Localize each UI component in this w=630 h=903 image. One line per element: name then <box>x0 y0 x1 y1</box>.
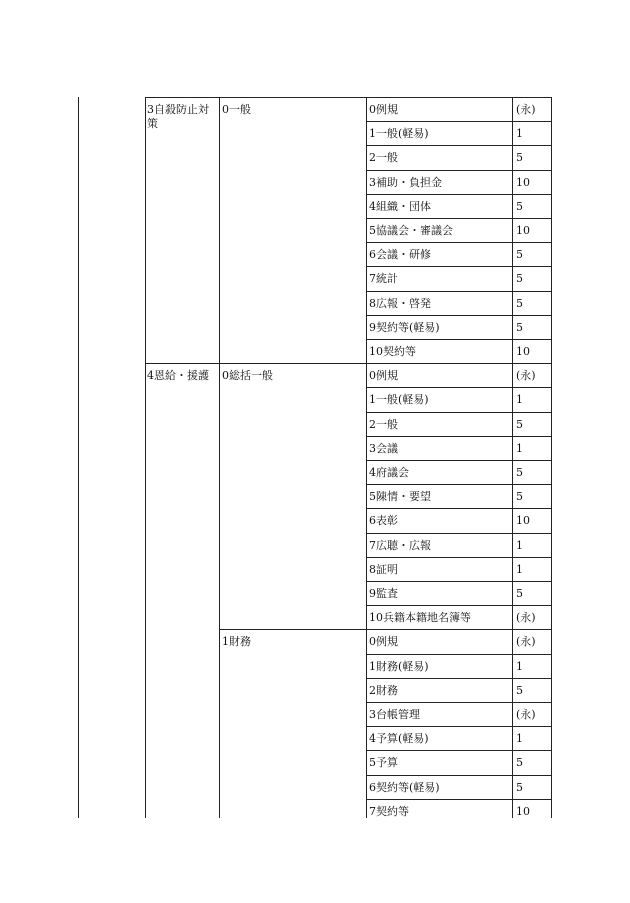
item-label: 7契約等 <box>369 804 409 818</box>
item-label: 6表彰 <box>369 514 398 528</box>
retention-period: (永) <box>516 103 536 116</box>
item-label: 5予算 <box>369 756 398 770</box>
row-separator <box>366 387 552 388</box>
subsection-separator <box>219 629 552 630</box>
item-label: 6契約等(軽易) <box>369 780 440 794</box>
row-separator <box>366 605 552 606</box>
retention-period: 5 <box>516 466 523 479</box>
retention-period: 10 <box>516 514 530 528</box>
item-label: 3補助・負担金 <box>369 175 442 189</box>
row-separator <box>366 799 552 800</box>
left-margin-rule <box>78 97 79 818</box>
retention-period: (永) <box>516 708 536 721</box>
retention-period: 1 <box>516 732 523 746</box>
item-label: 9監査 <box>369 587 398 600</box>
retention-period: 10 <box>516 345 530 358</box>
row-separator <box>366 242 552 243</box>
retention-period: (永) <box>516 369 536 383</box>
item-label: 2一般 <box>369 151 398 165</box>
retention-period: 1 <box>516 441 523 455</box>
retention-period: 5 <box>516 756 523 770</box>
row-separator <box>366 339 552 340</box>
item-label: 1一般(軽易) <box>369 393 429 407</box>
item-label: 8広報・啓発 <box>369 296 431 310</box>
retention-period: 5 <box>516 296 523 310</box>
row-separator <box>366 291 552 292</box>
retention-period: 1 <box>516 127 523 141</box>
retention-period: 1 <box>516 562 523 576</box>
row-separator <box>366 412 552 413</box>
retention-period: 10 <box>516 804 530 818</box>
retention-period: 5 <box>516 248 523 262</box>
item-label: 10契約等 <box>369 345 416 358</box>
item-label: 2一般 <box>369 417 398 431</box>
item-label: 4予算(軽易) <box>369 732 429 746</box>
retention-period: 5 <box>516 490 523 504</box>
right-border-rule <box>551 97 552 818</box>
item-label: 5協議会・審議会 <box>369 224 453 237</box>
row-separator <box>366 266 552 267</box>
row-separator <box>366 218 552 219</box>
row-separator <box>366 775 552 776</box>
category-label: 3自殺防止対策 <box>147 103 209 130</box>
row-separator <box>366 533 552 534</box>
row-separator <box>366 678 552 679</box>
retention-period: 1 <box>516 393 523 407</box>
item-label: 0例規 <box>369 635 398 649</box>
row-separator <box>366 484 552 485</box>
row-separator <box>366 557 552 558</box>
item-label: 4府議会 <box>369 466 409 479</box>
row-separator <box>366 194 552 195</box>
item-label: 7広聴・広報 <box>369 538 431 552</box>
item-label: 1財務(軽易) <box>369 659 429 673</box>
retention-period: 5 <box>516 151 523 165</box>
row-separator <box>366 436 552 437</box>
row-separator <box>366 750 552 751</box>
retention-period: 5 <box>516 587 523 600</box>
item-label: 7統計 <box>369 272 398 286</box>
row-separator <box>366 315 552 316</box>
retention-period: 5 <box>516 417 523 431</box>
category-label: 4恩給・援護 <box>147 369 209 383</box>
retention-period: (永) <box>516 635 536 649</box>
item-label: 1一般(軽易) <box>369 127 429 141</box>
item-label: 3台帳管理 <box>369 708 420 721</box>
item-label: 6会議・研修 <box>369 248 431 262</box>
table-top-border <box>145 97 552 98</box>
retention-period: 1 <box>516 659 523 673</box>
retention-period: 5 <box>516 199 523 213</box>
period-column-rule <box>512 97 513 818</box>
row-separator <box>366 508 552 509</box>
item-label: 0例規 <box>369 369 398 383</box>
item-label: 2財務 <box>369 683 398 697</box>
row-separator <box>366 460 552 461</box>
retention-period: 10 <box>516 175 530 189</box>
item-column-rule <box>366 97 367 818</box>
row-separator <box>366 726 552 727</box>
subsection-label: 0総括一般 <box>222 369 273 383</box>
item-label: 5陳情・要望 <box>369 490 431 504</box>
row-separator <box>366 121 552 122</box>
retention-period: 5 <box>516 683 523 697</box>
subsection-label: 1財務 <box>222 635 251 649</box>
retention-period: 5 <box>516 780 523 794</box>
subsection-label: 0一般 <box>222 103 251 116</box>
item-label: 4組織・団体 <box>369 199 431 213</box>
category-column-rule <box>145 97 146 818</box>
subsection-column-rule <box>219 97 220 818</box>
item-label: 10兵籍本籍地名簿等 <box>369 611 471 625</box>
row-separator <box>366 702 552 703</box>
retention-period: 5 <box>516 320 523 334</box>
item-label: 9契約等(軽易) <box>369 320 440 334</box>
row-separator <box>366 581 552 582</box>
row-separator <box>366 170 552 171</box>
item-label: 0例規 <box>369 103 398 116</box>
retention-period: 10 <box>516 224 530 237</box>
row-separator <box>366 654 552 655</box>
retention-period: 5 <box>516 272 523 286</box>
retention-period: 1 <box>516 538 523 552</box>
row-separator <box>366 145 552 146</box>
item-label: 3会議 <box>369 441 398 455</box>
category-separator <box>145 363 552 364</box>
item-label: 8証明 <box>369 562 398 576</box>
retention-period: (永) <box>516 611 536 625</box>
